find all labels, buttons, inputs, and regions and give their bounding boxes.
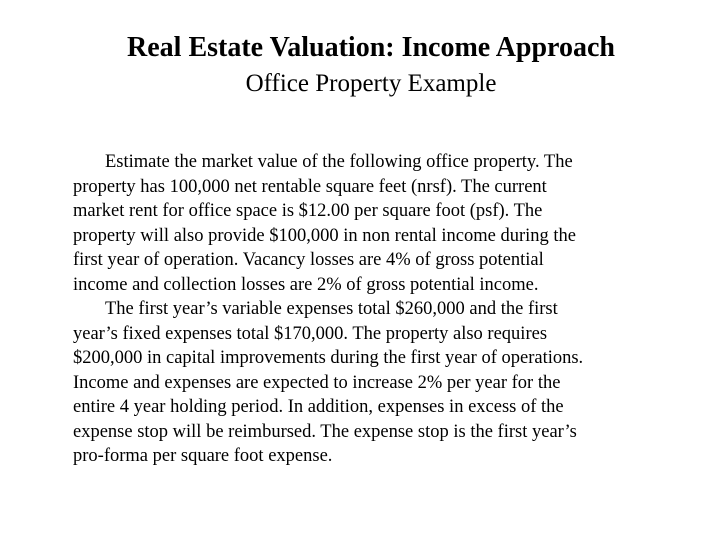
paragraph-line: entire 4 year holding period. In addition, expenses in excess of the: [73, 397, 564, 417]
paragraph-line: market rent for office space is $12.00 per square foot (psf). The: [73, 201, 543, 221]
paragraph-line: The first year’s variable expenses total $260,000 and the first: [105, 299, 558, 319]
paragraph-line: income and collection losses are 2% of gross potential income.: [73, 274, 539, 295]
paragraph-line: year’s fixed expenses total $170,000. The property also requires: [73, 323, 548, 344]
slide-subtitle: Office Property Example: [245, 70, 497, 97]
paragraph-line: Estimate the market value of the following office property. The: [105, 152, 573, 172]
slide-title: Real Estate Valuation: Income Approach: [127, 32, 615, 63]
paragraph-line: expense stop will be reimbursed. The expense stop is the first year’s: [73, 421, 577, 442]
paragraph-line: property has 100,000 net rentable square feet (nrsf). The current: [73, 176, 547, 197]
paragraph-line: $200,000 in capital improvements during the first year of operations.: [73, 348, 584, 368]
paragraph-line: Income and expenses are expected to increase 2% per year for the: [73, 372, 561, 393]
problem-statement: [73, 150, 673, 469]
paragraph-line: property will also provide $100,000 in non rental income during the: [73, 225, 576, 246]
paragraph-line: pro-forma per square foot expense.: [73, 446, 333, 466]
paragraph-line: first year of operation. Vacancy losses are 4% of gross potential: [73, 250, 544, 270]
